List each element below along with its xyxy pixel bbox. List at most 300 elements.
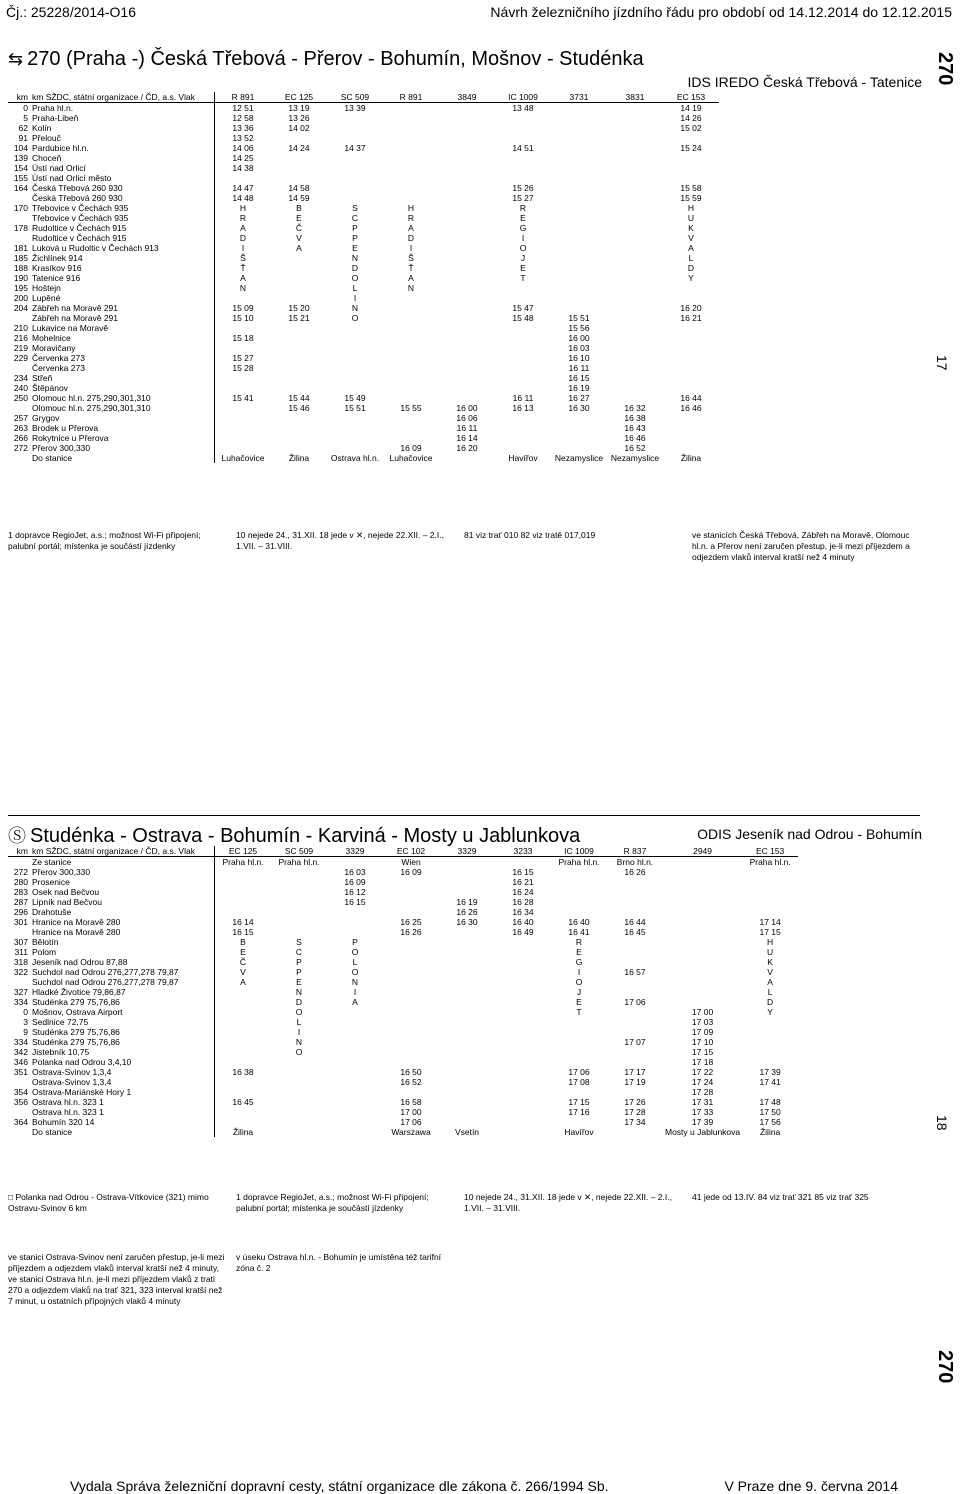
table-cell: 266 (13, 433, 28, 443)
table-cell: S (352, 203, 358, 213)
table-cell (607, 383, 663, 393)
station-name: Ostrava hl.n. 323 1 (30, 1097, 215, 1107)
table-cell: 16 43 (624, 423, 646, 433)
table-cell (495, 413, 551, 423)
table-cell: 17 22 (691, 1067, 714, 1077)
document-ref: Čj.: 25228/2014-O16 (6, 4, 136, 20)
table-cell (663, 363, 719, 373)
table-cell: O (575, 977, 583, 987)
table-cell (663, 917, 742, 927)
table-cell (383, 947, 439, 957)
header-cell: SC 509 (271, 846, 327, 857)
table-cell (8, 1077, 30, 1087)
table-cell (663, 173, 719, 183)
table-cell: 216 (13, 333, 28, 343)
table-cell (215, 1017, 272, 1027)
table-cell: R (407, 213, 415, 223)
table-cell: 272 (13, 443, 28, 453)
station-name: Česká Třebová 260 930 (30, 193, 215, 203)
table-cell (495, 1087, 551, 1097)
table-cell (327, 193, 383, 203)
table-cell (215, 1057, 272, 1067)
table-cell (495, 1007, 551, 1017)
table-cell: B (240, 937, 246, 947)
table-cell: 104 (13, 143, 28, 153)
table-row (8, 1107, 798, 1117)
table-cell: 13 52 (232, 133, 254, 143)
footnote: v úseku Ostrava hl.n. - Bohumín je umístěna též tarifní zóna č. 2 (236, 1252, 442, 1273)
table-cell (439, 333, 495, 343)
table-cell (215, 433, 272, 443)
table-cell: U (767, 947, 774, 957)
table-cell (215, 403, 272, 413)
header-row (8, 846, 798, 857)
station-name: Do stanice (30, 1127, 215, 1137)
table-cell (663, 877, 742, 887)
station-name: Suchdol nad Odrou 276,277,278 79,87 (30, 967, 215, 977)
station-name: Sedlnice 72,75 (30, 1017, 215, 1027)
table-row (8, 927, 798, 937)
station-name: Drahotuše (30, 907, 215, 917)
table-cell (439, 927, 495, 937)
station-name: Přerov 300,330 (30, 867, 215, 877)
table-cell: 15 44 (288, 393, 310, 403)
section2-ids: ODIS Jeseník nad Odrou - Bohumín (697, 826, 922, 842)
table-cell (383, 1047, 439, 1057)
table-cell (383, 123, 439, 133)
table-cell (439, 323, 495, 333)
table-cell (551, 203, 607, 213)
table-cell: 200 (13, 293, 28, 303)
table-cell: Luhačovice (389, 453, 433, 463)
table-cell: 13 26 (288, 113, 310, 123)
table-cell (327, 1017, 383, 1027)
table-row (8, 987, 798, 997)
table-cell: 17 06 (400, 1117, 422, 1127)
table-cell (8, 233, 30, 243)
table-cell (495, 343, 551, 353)
footnote: 1 dopravce RegioJet, a.s.; možnost Wi-Fi připojení; palubní portál; místenka je součástí jízdenky (8, 530, 201, 551)
table-cell (439, 1047, 495, 1057)
table-cell (663, 987, 742, 997)
table-cell (8, 363, 30, 373)
table-cell: Ostrava hl.n. (330, 453, 380, 463)
table-cell (8, 193, 30, 203)
table-cell (607, 223, 663, 233)
table-cell: I (353, 987, 357, 997)
table-cell (327, 1117, 383, 1127)
table-cell (551, 907, 607, 917)
table-cell: 17 06 (624, 997, 646, 1007)
table-cell (439, 163, 495, 173)
table-row (8, 223, 719, 233)
table-cell (327, 1027, 383, 1037)
table-cell (439, 283, 495, 293)
table-cell: 16 13 (512, 403, 534, 413)
table-cell: 14 59 (288, 193, 310, 203)
table-cell: 16 21 (680, 313, 702, 323)
table-cell: 155 (13, 173, 28, 183)
table-row (8, 1027, 798, 1037)
table-row (8, 343, 719, 353)
table-cell: 16 09 (400, 443, 422, 453)
table-cell (383, 393, 439, 403)
table-cell: 15 21 (288, 313, 310, 323)
table-cell (551, 123, 607, 133)
table-cell (215, 1037, 272, 1047)
table-cell (271, 333, 327, 343)
table-cell: 263 (13, 423, 28, 433)
table-row (8, 413, 719, 423)
header-cell: 3329 (439, 846, 495, 857)
document-header-title: Návrh železničního jízdního řádu pro období od 14.12.2014 do 12.12.2015 (490, 4, 952, 20)
table-cell: 17 48 (759, 1097, 781, 1107)
table-cell (215, 323, 272, 333)
station-name: Praha-Libeň (30, 113, 215, 123)
table-row (8, 1017, 798, 1027)
table-cell: 16 12 (344, 887, 366, 897)
table-cell: 204 (13, 303, 28, 313)
table-cell (607, 887, 663, 897)
table-cell (271, 897, 327, 907)
table-cell (327, 857, 383, 868)
table-cell: Praha hl.n. (222, 857, 264, 867)
table-cell: 17 19 (624, 1077, 646, 1087)
table-cell (383, 363, 439, 373)
table-cell (271, 1057, 327, 1067)
footnote: 1 dopravce RegioJet, a.s.; možnost Wi-Fi připojení; palubní portál; místenka je součástí jízdenky (236, 1192, 429, 1213)
table-cell (607, 193, 663, 203)
table-cell (327, 433, 383, 443)
table-cell: Nezamyslice (610, 453, 660, 463)
table-cell: 334 (13, 997, 28, 1007)
table-row (8, 173, 719, 183)
table-cell (551, 1087, 607, 1097)
table-cell: 257 (13, 413, 28, 423)
station-name: Zábřeh na Moravě 291 (30, 303, 215, 313)
table-cell (742, 1027, 798, 1037)
table-cell (551, 1027, 607, 1037)
table-cell (663, 977, 742, 987)
table-cell (663, 433, 719, 443)
table-cell: 154 (13, 163, 28, 173)
table-cell (215, 413, 272, 423)
table-cell (742, 887, 798, 897)
table-cell (439, 877, 495, 887)
table-cell: 14 02 (288, 123, 310, 133)
table-cell: 17 33 (691, 1107, 714, 1117)
table-row (8, 1127, 798, 1137)
table-cell (607, 273, 663, 283)
table-row (8, 947, 798, 957)
table-cell: Nezamyslice (554, 453, 604, 463)
table-cell: A (240, 977, 246, 987)
table-cell: Š (240, 253, 246, 263)
footnote: ve stanicích Česká Třebová, Zábřeh na Moravě, Olomouc hl.n. a Přerov není zaručen přestup, je-li mezi příjezdem a odjezdem vlaků interval kratší než 4 minuty (692, 530, 910, 562)
table-cell (607, 113, 663, 123)
station-name: Česká Třebová 260 930 (30, 183, 215, 193)
table-cell: N (295, 987, 303, 997)
footnote: 81 viz trať 010 82 viz tratě 017,019 (464, 530, 596, 540)
table-cell (607, 1057, 663, 1067)
table-cell (383, 383, 439, 393)
table-cell (439, 1067, 495, 1077)
table-row (8, 133, 719, 143)
table-cell (495, 323, 551, 333)
table-cell (383, 103, 439, 114)
table-cell (551, 413, 607, 423)
table-cell (495, 1047, 551, 1057)
table-cell (439, 223, 495, 233)
station-name: Ústí nad Orlicí město (30, 173, 215, 183)
table-row (8, 313, 719, 323)
table-cell (271, 153, 327, 163)
table-cell: 16 49 (512, 927, 534, 937)
table-cell: E (296, 213, 302, 223)
table-cell: 16 45 (232, 1097, 254, 1107)
table-cell: 15 26 (512, 183, 534, 193)
table-cell: 14 24 (288, 143, 310, 153)
table-cell (215, 173, 272, 183)
table-cell (327, 1067, 383, 1077)
table-cell: 283 (13, 887, 28, 897)
table-cell: V (240, 967, 246, 977)
table-row (8, 383, 719, 393)
table-cell (663, 867, 742, 877)
table-cell (271, 273, 327, 283)
table-cell (663, 443, 719, 453)
table-cell: K (767, 957, 773, 967)
table-cell (439, 353, 495, 363)
table-cell (383, 113, 439, 123)
table-cell (607, 123, 663, 133)
table-cell (495, 967, 551, 977)
table-cell: 17 26 (624, 1097, 646, 1107)
table-cell: 16 14 (456, 433, 478, 443)
table-cell: 164 (13, 183, 28, 193)
station-name: Střeň (30, 373, 215, 383)
table-cell (383, 1027, 439, 1037)
table-cell (383, 303, 439, 313)
table-cell (271, 433, 327, 443)
table-cell (495, 353, 551, 363)
table-cell: A (352, 997, 358, 1007)
table-row (8, 1057, 798, 1067)
table-cell: A (240, 273, 246, 283)
table-cell (271, 423, 327, 433)
table-row (8, 907, 798, 917)
table-cell: 15 58 (680, 183, 702, 193)
station-name: Hranice na Moravě 280 (30, 917, 215, 927)
table-cell: Ť (408, 263, 414, 273)
table-cell: 16 24 (512, 887, 534, 897)
table-cell (607, 393, 663, 403)
section-divider (8, 815, 920, 816)
table-cell: Havířov (508, 453, 538, 463)
table-cell (439, 303, 495, 313)
table-cell: L (767, 987, 773, 997)
table-cell: C (295, 947, 303, 957)
table-cell: U (687, 213, 695, 223)
table-cell (495, 1027, 551, 1037)
table-cell (663, 897, 742, 907)
table-cell (271, 263, 327, 273)
table-cell: 17 34 (624, 1117, 646, 1127)
timetable-270-main (8, 92, 719, 463)
station-name: Hladké Životice 79,86,87 (30, 987, 215, 997)
station-name: Do stanice (30, 453, 215, 463)
table-cell (607, 243, 663, 253)
table-cell: 219 (13, 343, 28, 353)
header-cell: km SŽDC, státní organizace / ČD, a.s. Vlak (30, 846, 215, 857)
table-cell: 16 20 (456, 443, 478, 453)
table-cell (495, 333, 551, 343)
table-cell (551, 263, 607, 273)
table-cell (495, 1037, 551, 1047)
table-cell: O (351, 967, 359, 977)
footnote: 41 jede od 13.IV. 84 viz trať 321 85 viz trať 325 (692, 1192, 869, 1202)
table-cell: 16 30 (456, 917, 478, 927)
table-cell: N (239, 283, 247, 293)
table-cell (383, 977, 439, 987)
table-cell: 181 (13, 243, 28, 253)
table-row (8, 1037, 798, 1047)
table-cell (607, 303, 663, 313)
table-cell: 16 26 (400, 927, 422, 937)
table-cell: 15 27 (512, 193, 534, 203)
table-cell (383, 373, 439, 383)
station-name: Studénka 279 75,76,86 (30, 1027, 215, 1037)
header-cell: R 891 (383, 92, 439, 103)
header-cell: km (8, 92, 30, 103)
table-cell (8, 1127, 30, 1137)
table-cell (8, 453, 30, 463)
table-cell: 13 36 (232, 123, 254, 133)
table-cell (439, 1037, 495, 1047)
table-cell: I (409, 243, 413, 253)
header-cell: R 891 (215, 92, 272, 103)
table-cell: 0 (23, 1007, 28, 1017)
table-cell (663, 887, 742, 897)
station-name: Brodek u Přerova (30, 423, 215, 433)
table-cell: 15 10 (232, 313, 254, 323)
table-cell: E (240, 947, 246, 957)
table-cell (383, 423, 439, 433)
table-row (8, 233, 719, 243)
table-cell (383, 293, 439, 303)
table-cell (439, 253, 495, 263)
table-cell: 307 (13, 937, 28, 947)
header-cell: SC 509 (327, 92, 383, 103)
table-cell (495, 293, 551, 303)
table-cell: R (575, 937, 583, 947)
table-cell (215, 373, 272, 383)
table-cell (551, 1017, 607, 1027)
table-cell (495, 1057, 551, 1067)
table-cell (495, 423, 551, 433)
table-cell (551, 153, 607, 163)
table-cell (607, 1017, 663, 1027)
table-cell: 13 48 (512, 103, 534, 113)
table-cell (663, 383, 719, 393)
table-cell (742, 1057, 798, 1067)
table-cell (383, 333, 439, 343)
table-cell (607, 253, 663, 263)
table-cell (663, 413, 719, 423)
table-cell: 17 00 (400, 1107, 422, 1117)
table-cell (439, 363, 495, 373)
table-cell (327, 353, 383, 363)
station-name: Červenka 273 (30, 353, 215, 363)
table-cell (439, 967, 495, 977)
table-cell: 16 09 (344, 877, 366, 887)
table-cell (215, 293, 272, 303)
table-cell: O (295, 1047, 303, 1057)
table-cell: O (351, 273, 359, 283)
table-cell: 16 15 (232, 927, 254, 937)
header-cell: 3233 (495, 846, 551, 857)
table-cell (439, 133, 495, 143)
table-cell (439, 193, 495, 203)
table-cell (271, 887, 327, 897)
table-cell: 15 41 (232, 393, 254, 403)
station-name: Praha hl.n. (30, 103, 215, 114)
table-row (8, 283, 719, 293)
table-cell: 17 56 (759, 1117, 781, 1127)
table-cell (271, 1087, 327, 1097)
table-cell (439, 947, 495, 957)
table-cell: 16 27 (568, 393, 590, 403)
table-cell: H (239, 203, 247, 213)
table-cell: R (239, 213, 247, 223)
table-cell (663, 907, 742, 917)
table-cell: 16 14 (232, 917, 254, 927)
table-cell (551, 293, 607, 303)
table-cell: 15 27 (232, 353, 254, 363)
table-cell: 15 59 (680, 193, 702, 203)
table-cell (215, 1087, 272, 1097)
table-cell: 16 52 (624, 443, 646, 453)
table-cell (551, 273, 607, 283)
table-cell: V (688, 233, 694, 243)
table-cell: Č (239, 957, 247, 967)
table-cell: Žilina (232, 1127, 254, 1137)
table-cell (439, 867, 495, 877)
table-row (8, 1007, 798, 1017)
table-cell: V (767, 967, 773, 977)
page-number-17: 17 (934, 355, 950, 371)
table-cell (607, 283, 663, 293)
table-cell: I (521, 233, 525, 243)
table-cell: J (576, 987, 582, 997)
table-cell (607, 907, 663, 917)
table-row (8, 1047, 798, 1057)
table-cell (607, 323, 663, 333)
table-cell: D (351, 263, 359, 273)
table-cell: 17 08 (568, 1077, 590, 1087)
table-cell (383, 877, 439, 887)
table-cell: 15 09 (232, 303, 254, 313)
table-cell: 16 00 (568, 333, 590, 343)
table-cell: Y (767, 1007, 773, 1017)
table-row (8, 877, 798, 887)
table-cell (742, 1087, 798, 1097)
table-row (8, 887, 798, 897)
table-cell (607, 153, 663, 163)
table-cell: 16 26 (624, 867, 646, 877)
table-cell: I (353, 293, 357, 303)
table-cell: 16 45 (624, 927, 646, 937)
